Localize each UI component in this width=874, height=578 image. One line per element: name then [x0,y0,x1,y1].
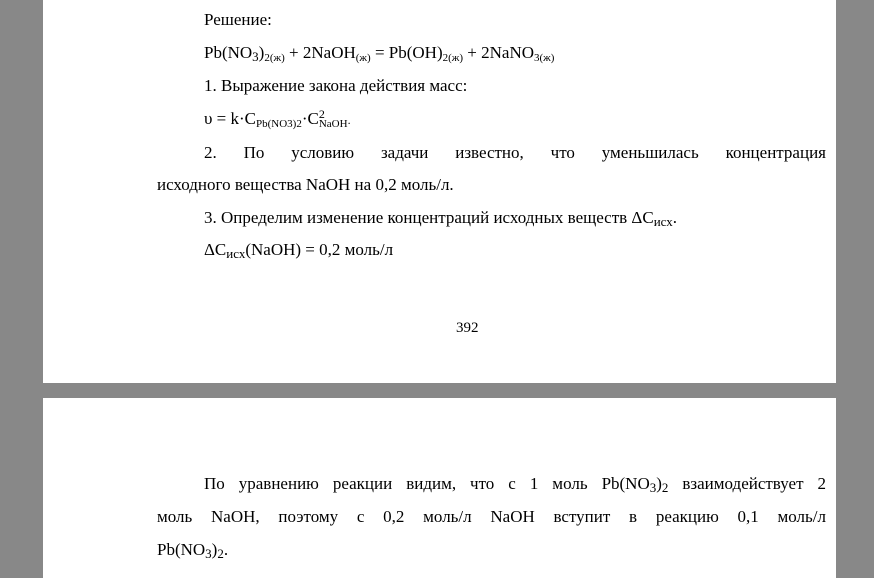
document-page-392 [43,0,836,383]
delta-concentration: $\Delta C_{исх}(NaOH) = 0,2$ моль/л [204,240,394,261]
document-page-next [43,398,836,578]
step-2-line-1: 2. По условию задачи известно, что уменьшилась концентрация [204,143,826,162]
rate-law-expression: $\upsilon = k\cdot C_{Pb(NO3)2}\cdot C^2_{NaOH}$. [204,107,351,130]
step-2-line-2: исходного вещества NaOH на 0,2 моль/л. [157,175,454,194]
page-number: 392 [456,320,479,336]
paragraph-line-2: моль NaOH, поэтому с 0,2 моль/л NaOH вступит в реакцию 0,1 моль/л [157,507,826,526]
reaction-equation: $Pb(NO_3)_{2(ж)}$ + 2NaOH$_{(ж)}$ = $Pb(OH)_{2(ж)}$ + 2NaNO$_{3(ж)}$ [204,43,555,64]
solution-label: Решение: [204,10,272,29]
step-1-heading: 1. Выражение закона действия масс: [204,76,468,95]
step-3-heading: 3. Определим изменение концентраций исходных веществ $\Delta C_{исх}$. [204,208,678,229]
paragraph-line-3: $Pb(NO_3)_2$. [157,540,229,561]
paragraph-line-1: По уравнению реакции видим, что с 1 моль $Pb(NO_3)_2$ взаимодействует 2 [204,474,826,495]
